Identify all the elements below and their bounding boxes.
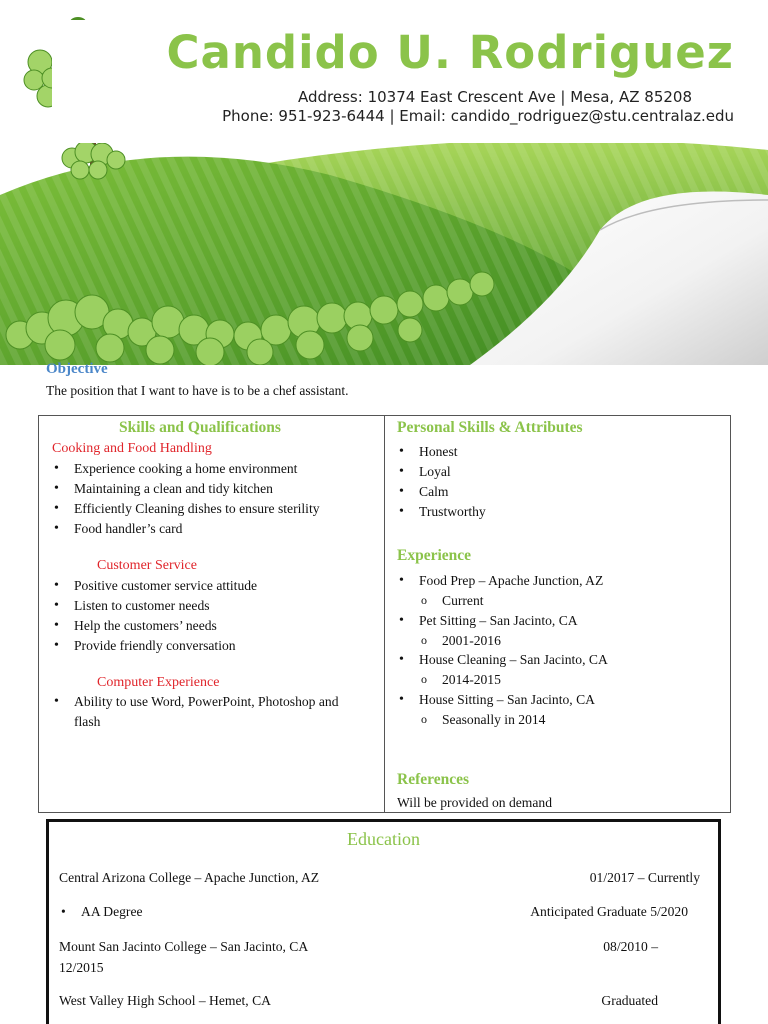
education-school: West Valley High School – Hemet, CA bbox=[59, 993, 271, 1008]
cooking-subheading: Cooking and Food Handling bbox=[52, 441, 212, 456]
personal-skills-list bbox=[397, 442, 486, 522]
list-item: • Loyal bbox=[397, 462, 486, 482]
skills-heading: Skills and Qualifications bbox=[119, 419, 281, 436]
list-item: • Honest bbox=[397, 442, 486, 462]
list-item: • Trustworthy bbox=[397, 502, 486, 522]
list-item: • Listen to customer needs bbox=[52, 596, 257, 616]
customer-service-subheading: Customer Service bbox=[97, 558, 197, 573]
education-note: Anticipated Graduate 5/2020 bbox=[530, 904, 688, 919]
list-item: • Positive customer service attitude bbox=[52, 576, 257, 596]
phone-email-line: Phone: 951-923-6444 | Email: candido_rodriguez@stu.centralaz.edu bbox=[222, 107, 734, 125]
candidate-name: Candido U. Rodriguez bbox=[166, 26, 734, 79]
objective-heading: Objective bbox=[46, 361, 108, 377]
personal-column bbox=[385, 416, 730, 812]
computer-experience-list bbox=[52, 692, 352, 732]
list-item: • House Sitting – San Jacinto, CA bbox=[397, 690, 608, 710]
education-school: Central Arizona College – Apache Junction, AZ bbox=[59, 870, 320, 885]
header-contact-box bbox=[52, 20, 744, 143]
header-banner bbox=[0, 0, 768, 365]
bullet-icon: • bbox=[61, 904, 66, 919]
list-subitem: o 2001-2016 bbox=[397, 631, 608, 651]
cooking-list bbox=[52, 459, 320, 539]
list-subitem: o 2014-2015 bbox=[397, 670, 608, 690]
objective-text: The position that I want to have is to be a chef assistant. bbox=[46, 383, 349, 398]
list-item: • Provide friendly conversation bbox=[52, 636, 257, 656]
references-text: Will be provided on demand bbox=[397, 795, 552, 810]
personal-skills-heading: Personal Skills & Attributes bbox=[397, 419, 583, 436]
experience-list bbox=[397, 571, 608, 729]
list-item: • Maintaining a clean and tidy kitchen bbox=[52, 479, 320, 499]
list-item: • Calm bbox=[397, 482, 486, 502]
education-school: Mount San Jacinto College – San Jacinto, CA bbox=[59, 939, 309, 954]
list-item: • Help the customers’ needs bbox=[52, 616, 257, 636]
address-line: Address: 10374 East Crescent Ave | Mesa, AZ 85208 bbox=[298, 88, 692, 106]
list-item: • Efficiently Cleaning dishes to ensure sterility bbox=[52, 499, 320, 519]
degree-label: AA Degree bbox=[81, 904, 143, 919]
list-item: • House Cleaning – San Jacinto, CA bbox=[397, 650, 608, 670]
skills-experience-table bbox=[38, 415, 731, 813]
list-subitem: o Current bbox=[397, 591, 608, 611]
list-item: • Food handler’s card bbox=[52, 519, 320, 539]
education-heading: Education bbox=[347, 829, 420, 849]
list-item: • Pet Sitting – San Jacinto, CA bbox=[397, 611, 608, 631]
education-box bbox=[46, 819, 721, 1024]
references-heading: References bbox=[397, 771, 470, 788]
computer-experience-subheading: Computer Experience bbox=[97, 675, 220, 690]
education-date-continued: 12/2015 bbox=[59, 960, 104, 975]
experience-heading: Experience bbox=[397, 547, 472, 564]
education-date: Graduated bbox=[601, 993, 658, 1008]
skills-column bbox=[39, 416, 385, 812]
education-degree bbox=[59, 904, 143, 920]
list-item: • Experience cooking a home environment bbox=[52, 459, 320, 479]
education-date: 08/2010 – bbox=[603, 939, 658, 954]
list-item: • Food Prep – Apache Junction, AZ bbox=[397, 571, 608, 591]
education-date: 01/2017 – Currently bbox=[589, 870, 700, 885]
list-subitem: o Seasonally in 2014 bbox=[397, 710, 608, 730]
customer-service-list bbox=[52, 576, 257, 656]
list-item: • Ability to use Word, PowerPoint, Photoshop and flash bbox=[52, 692, 352, 732]
